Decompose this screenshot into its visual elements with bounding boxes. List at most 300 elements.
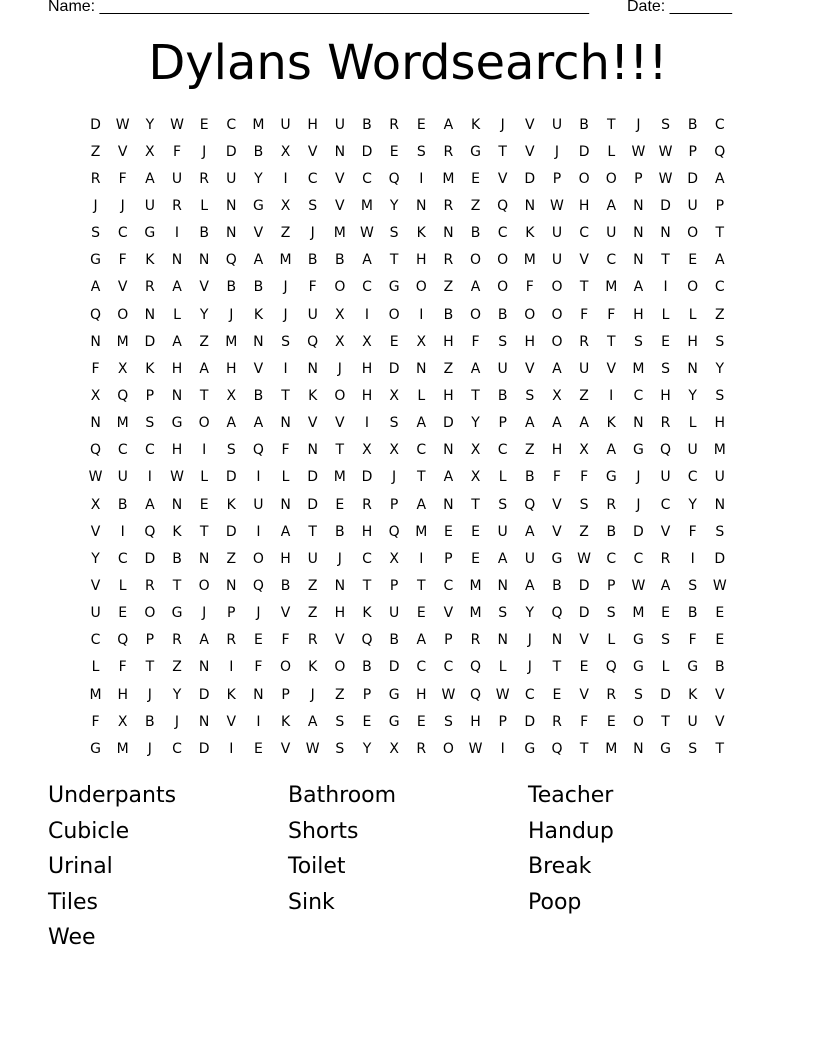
grid-letter: V	[90, 523, 101, 540]
grid-letter: Z	[90, 143, 101, 160]
grid-letter: F	[281, 442, 290, 459]
grid-letter: Q	[605, 659, 617, 676]
grid-letter: A	[660, 577, 671, 594]
grid-letter: B	[687, 116, 698, 133]
grid-letter: I	[364, 306, 370, 323]
word-list-item: Break	[528, 854, 592, 879]
grid-letter: G	[252, 197, 264, 214]
grid-letter: E	[443, 523, 453, 540]
grid-letter: E	[471, 170, 480, 187]
grid-letter: O	[605, 170, 617, 187]
grid-letter: A	[172, 279, 182, 296]
grid-letter: V	[715, 713, 725, 730]
grid-letter: W	[305, 740, 320, 757]
grid-letter: I	[364, 415, 370, 432]
grid-letter: V	[117, 279, 128, 296]
grid-letter: U	[171, 170, 183, 187]
grid-letter: B	[335, 523, 345, 540]
grid-letter: O	[280, 659, 292, 676]
grid-letter: U	[687, 442, 698, 459]
grid-letter: Q	[117, 387, 129, 404]
grid-letter: K	[145, 360, 155, 377]
grid-letter: R	[144, 279, 155, 296]
grid-letter: Q	[470, 659, 482, 676]
grid-letter: T	[308, 523, 317, 540]
grid-letter: C	[90, 632, 101, 649]
grid-letter: H	[171, 360, 183, 377]
grid-letter: B	[172, 550, 182, 567]
grid-letter: U	[280, 116, 291, 133]
grid-letter: R	[90, 170, 101, 187]
grid-letter: X	[117, 713, 128, 730]
grid-letter: C	[579, 225, 589, 242]
grid-letter: C	[714, 116, 725, 133]
letter-grid	[82, 111, 734, 762]
grid-letter: M	[523, 252, 536, 269]
grid-letter: T	[416, 469, 426, 486]
grid-letter: B	[335, 252, 345, 269]
grid-letter: L	[200, 197, 209, 214]
grid-letter: B	[253, 279, 264, 296]
grid-letter: C	[144, 442, 155, 459]
grid-letter: R	[416, 740, 427, 757]
grid-letter: B	[525, 469, 535, 486]
grid-letter: N	[497, 577, 508, 594]
grid-letter: O	[334, 659, 346, 676]
grid-letter: U	[687, 197, 698, 214]
grid-letter: S	[498, 496, 508, 513]
grid-letter: R	[307, 632, 318, 649]
grid-letter: J	[500, 116, 505, 133]
grid-letter: L	[498, 659, 507, 676]
grid-letter: U	[144, 197, 155, 214]
grid-letter: W	[712, 577, 727, 594]
grid-letter: Y	[199, 306, 209, 323]
grid-letter: Z	[280, 225, 291, 242]
grid-letter: X	[226, 387, 237, 404]
grid-letter: R	[552, 713, 562, 730]
grid-letter: E	[253, 632, 263, 649]
grid-letter: T	[172, 577, 182, 594]
grid-letter: J	[283, 306, 288, 323]
grid-row	[82, 111, 734, 138]
grid-letter: V	[552, 523, 562, 540]
grid-letter: C	[497, 225, 508, 242]
grid-letter: M	[252, 116, 265, 133]
grid-letter: D	[90, 116, 101, 133]
grid-letter: T	[335, 442, 345, 459]
grid-letter: B	[117, 496, 128, 513]
grid-letter: J	[202, 143, 207, 160]
grid-letter: P	[688, 143, 697, 160]
grid-letter: A	[633, 279, 644, 296]
grid-letter: P	[498, 415, 507, 432]
grid-letter: K	[688, 686, 698, 703]
grid-letter: T	[606, 333, 616, 350]
grid-letter: G	[388, 686, 400, 703]
grid-letter: R	[443, 197, 454, 214]
grid-letter: D	[307, 496, 319, 513]
grid-letter: M	[116, 415, 129, 432]
grid-letter: B	[497, 306, 508, 323]
word-list-item: Teacher	[528, 783, 614, 808]
grid-letter: V	[280, 740, 291, 757]
grid-letter: T	[145, 659, 155, 676]
grid-letter: J	[392, 469, 397, 486]
grid-letter: N	[171, 252, 183, 269]
grid-letter: A	[280, 523, 291, 540]
grid-letter: N	[226, 577, 237, 594]
grid-row	[82, 328, 734, 355]
grid-letter: C	[633, 387, 644, 404]
grid-letter: N	[443, 442, 454, 459]
grid-letter: N	[198, 252, 210, 269]
grid-letter: N	[171, 387, 183, 404]
grid-letter: K	[172, 523, 182, 540]
grid-letter: W	[360, 225, 374, 242]
grid-letter: J	[337, 550, 342, 567]
grid-letter: I	[690, 550, 695, 567]
grid-letter: O	[687, 225, 699, 242]
grid-letter: U	[253, 496, 264, 513]
word-list-item: Tiles	[48, 889, 98, 915]
grid-letter: N	[524, 197, 536, 214]
grid-letter: M	[605, 279, 618, 296]
grid-letter: F	[172, 143, 182, 160]
grid-letter: D	[144, 333, 156, 350]
grid-letter: V	[579, 632, 589, 649]
grid-letter: B	[253, 143, 264, 160]
grid-letter: Y	[362, 740, 372, 757]
grid-letter: O	[551, 279, 563, 296]
grid-letter: K	[308, 659, 318, 676]
grid-letter: B	[253, 387, 264, 404]
grid-letter: Y	[145, 116, 155, 133]
grid-letter: X	[145, 143, 155, 160]
grid-letter: U	[551, 252, 563, 269]
grid-letter: S	[715, 333, 725, 350]
grid-letter: O	[198, 577, 210, 594]
grid-letter: N	[280, 415, 291, 432]
grid-row	[82, 681, 734, 708]
grid-letter: G	[632, 659, 644, 676]
grid-letter: I	[202, 442, 207, 459]
grid-letter: X	[579, 442, 589, 459]
grid-letter: M	[116, 333, 129, 350]
grid-letter: G	[90, 252, 101, 269]
grid-letter: T	[416, 577, 426, 594]
grid-letter: N	[90, 415, 101, 432]
grid-letter: N	[307, 442, 318, 459]
grid-letter: Q	[524, 496, 536, 513]
grid-letter: G	[144, 225, 156, 242]
grid-letter: O	[470, 252, 482, 269]
grid-letter: E	[416, 713, 426, 730]
grid-letter: F	[118, 252, 127, 269]
grid-letter: D	[198, 740, 210, 757]
grid-letter: S	[389, 415, 399, 432]
grid-letter: T	[579, 279, 589, 296]
grid-letter: O	[144, 605, 156, 622]
grid-letter: U	[660, 469, 671, 486]
grid-letter: C	[117, 442, 128, 459]
grid-letter: N	[633, 252, 644, 269]
grid-letter: X	[389, 740, 399, 757]
grid-letter: I	[663, 279, 668, 296]
grid-letter: A	[307, 713, 318, 730]
grid-letter: A	[416, 632, 427, 649]
grid-letter: K	[416, 225, 426, 242]
grid-letter: J	[554, 143, 560, 160]
grid-letter: Z	[307, 605, 318, 622]
grid-letter: V	[579, 252, 589, 269]
grid-letter: C	[362, 550, 372, 567]
grid-letter: U	[497, 360, 508, 377]
grid-letter: C	[443, 577, 454, 594]
grid-letter: H	[226, 360, 237, 377]
grid-letter: S	[661, 360, 670, 377]
grid-letter: N	[226, 225, 237, 242]
grid-letter: M	[89, 686, 102, 703]
grid-letter: P	[498, 713, 507, 730]
grid-letter: N	[416, 197, 427, 214]
grid-letter: E	[471, 550, 480, 567]
grid-letter: G	[171, 415, 183, 432]
grid-row	[82, 572, 734, 599]
grid-letter: S	[715, 523, 725, 540]
grid-letter: W	[170, 469, 184, 486]
grid-letter: N	[90, 333, 101, 350]
grid-letter: U	[226, 170, 237, 187]
grid-letter: T	[389, 252, 399, 269]
grid-letter: Z	[525, 442, 535, 459]
grid-letter: I	[147, 469, 152, 486]
grid-letter: G	[171, 605, 183, 622]
grid-letter: P	[634, 170, 643, 187]
grid-letter: H	[660, 387, 671, 404]
grid-letter: M	[279, 252, 292, 269]
grid-letter: R	[389, 116, 399, 133]
grid-letter: Q	[551, 605, 563, 622]
grid-letter: F	[688, 632, 697, 649]
grid-letter: K	[606, 415, 616, 432]
grid-letter: V	[307, 143, 318, 160]
grid-letter: V	[335, 632, 345, 649]
grid-letter: A	[497, 550, 508, 567]
grid-letter: H	[334, 605, 346, 622]
grid-letter: R	[579, 333, 589, 350]
grid-letter: P	[552, 170, 562, 187]
grid-letter: J	[636, 469, 641, 486]
grid-letter: R	[172, 632, 182, 649]
grid-letter: F	[118, 659, 127, 676]
grid-letter: P	[715, 197, 725, 214]
grid-letter: D	[225, 523, 237, 540]
grid-letter: J	[147, 686, 152, 703]
name-field[interactable]: Name: _______________________________________________________	[48, 0, 589, 15]
grid-letter: C	[307, 170, 318, 187]
grid-letter: T	[715, 740, 725, 757]
grid-letter: M	[116, 740, 129, 757]
grid-letter: R	[443, 143, 454, 160]
grid-letter: L	[91, 659, 100, 676]
grid-letter: H	[117, 686, 128, 703]
grid-letter: B	[199, 225, 209, 242]
grid-letter: K	[362, 605, 372, 622]
grid-letter: U	[551, 116, 563, 133]
grid-letter: Q	[388, 170, 400, 187]
grid-letter: S	[145, 415, 155, 432]
grid-letter: H	[415, 252, 427, 269]
grid-letter: G	[632, 632, 644, 649]
grid-row	[82, 165, 734, 192]
grid-letter: H	[361, 360, 373, 377]
grid-letter: R	[144, 577, 155, 594]
grid-letter: O	[334, 279, 346, 296]
grid-row	[82, 192, 734, 219]
grid-letter: L	[688, 415, 697, 432]
grid-letter: I	[229, 740, 234, 757]
grid-letter: H	[171, 442, 183, 459]
grid-letter: A	[715, 170, 725, 187]
grid-letter: O	[117, 306, 129, 323]
grid-letter: E	[552, 686, 562, 703]
word-list-item: Underpants	[48, 783, 177, 808]
grid-letter: W	[88, 469, 103, 486]
grid-letter: N	[144, 306, 156, 323]
grid-letter: W	[631, 577, 646, 594]
grid-letter: S	[389, 225, 399, 242]
grid-letter: C	[443, 659, 454, 676]
grid-letter: W	[468, 740, 483, 757]
grid-letter: B	[579, 116, 589, 133]
grid-letter: E	[715, 605, 725, 622]
grid-letter: U	[334, 116, 345, 133]
grid-letter: P	[444, 632, 453, 649]
grid-letter: B	[687, 605, 698, 622]
grid-letter: K	[226, 496, 236, 513]
grid-letter: M	[469, 605, 482, 622]
grid-letter: C	[714, 279, 725, 296]
grid-letter: A	[145, 496, 155, 513]
word-list	[48, 778, 768, 956]
grid-letter: T	[362, 577, 372, 594]
grid-letter: O	[470, 306, 482, 323]
grid-letter: L	[607, 143, 616, 160]
grid-letter: V	[335, 415, 345, 432]
grid-letter: F	[607, 306, 616, 323]
grid-letter: S	[498, 605, 508, 622]
grid-letter: D	[578, 143, 590, 160]
grid-letter: N	[633, 225, 644, 242]
grid-letter: F	[91, 360, 100, 377]
grid-letter: W	[658, 170, 673, 187]
grid-letter: V	[552, 496, 562, 513]
grid-letter: G	[90, 740, 101, 757]
grid-letter: S	[661, 632, 670, 649]
grid-letter: Q	[361, 632, 373, 649]
grid-letter: J	[283, 279, 288, 296]
grid-letter: X	[335, 333, 345, 350]
grid-letter: C	[660, 496, 671, 513]
grid-letter: T	[471, 496, 480, 513]
grid-letter: K	[145, 252, 155, 269]
grid-letter: A	[172, 333, 182, 350]
grid-letter: C	[687, 469, 698, 486]
grid-letter: N	[334, 577, 346, 594]
grid-letter: E	[362, 713, 372, 730]
grid-letter: O	[632, 713, 644, 730]
grid-letter: H	[361, 387, 373, 404]
grid-letter: U	[551, 225, 563, 242]
grid-row	[82, 382, 734, 409]
grid-letter: L	[200, 469, 209, 486]
grid-letter: U	[714, 469, 725, 486]
grid-letter: T	[199, 523, 209, 540]
grid-letter: S	[715, 387, 725, 404]
grid-letter: L	[173, 306, 181, 323]
grid-letter: M	[632, 360, 645, 377]
grid-letter: P	[281, 686, 290, 703]
grid-letter: A	[525, 415, 535, 432]
grid-letter: L	[607, 632, 616, 649]
grid-letter: S	[633, 333, 643, 350]
grid-row	[82, 247, 734, 274]
grid-letter: Z	[172, 659, 182, 676]
grid-letter: I	[174, 225, 180, 242]
grid-letter: B	[226, 279, 237, 296]
grid-letter: Z	[443, 360, 454, 377]
grid-letter: U	[578, 360, 590, 377]
grid-letter: L	[118, 577, 127, 594]
grid-letter: R	[443, 252, 454, 269]
grid-letter: O	[442, 740, 454, 757]
grid-letter: Q	[252, 577, 264, 594]
grid-letter: N	[443, 225, 454, 242]
grid-letter: D	[198, 686, 210, 703]
grid-letter: S	[416, 143, 426, 160]
grid-letter: D	[144, 550, 156, 567]
grid-letter: X	[552, 387, 562, 404]
grid-letter: N	[443, 496, 454, 513]
grid-letter: Q	[497, 197, 509, 214]
grid-letter: N	[198, 550, 210, 567]
grid-letter: N	[714, 496, 726, 513]
grid-row	[82, 410, 734, 437]
grid-letter: I	[419, 306, 424, 323]
grid-letter: M	[225, 333, 238, 350]
grid-letter: H	[633, 306, 644, 323]
grid-row	[82, 464, 734, 491]
grid-letter: H	[551, 442, 563, 459]
grid-letter: E	[118, 605, 128, 622]
grid-letter: C	[416, 442, 427, 459]
grid-letter: O	[497, 279, 509, 296]
grid-letter: N	[226, 197, 237, 214]
grid-letter: G	[687, 659, 699, 676]
grid-letter: I	[120, 523, 125, 540]
grid-letter: S	[335, 740, 345, 757]
grid-letter: Y	[688, 496, 697, 513]
grid-letter: B	[470, 225, 481, 242]
grid-letter: I	[256, 523, 261, 540]
date-field[interactable]: Date: _______	[627, 0, 732, 15]
grid-letter: O	[524, 306, 536, 323]
grid-letter: E	[389, 333, 399, 350]
grid-letter: C	[226, 116, 237, 133]
grid-letter: L	[661, 659, 670, 676]
grid-letter: R	[660, 550, 671, 567]
